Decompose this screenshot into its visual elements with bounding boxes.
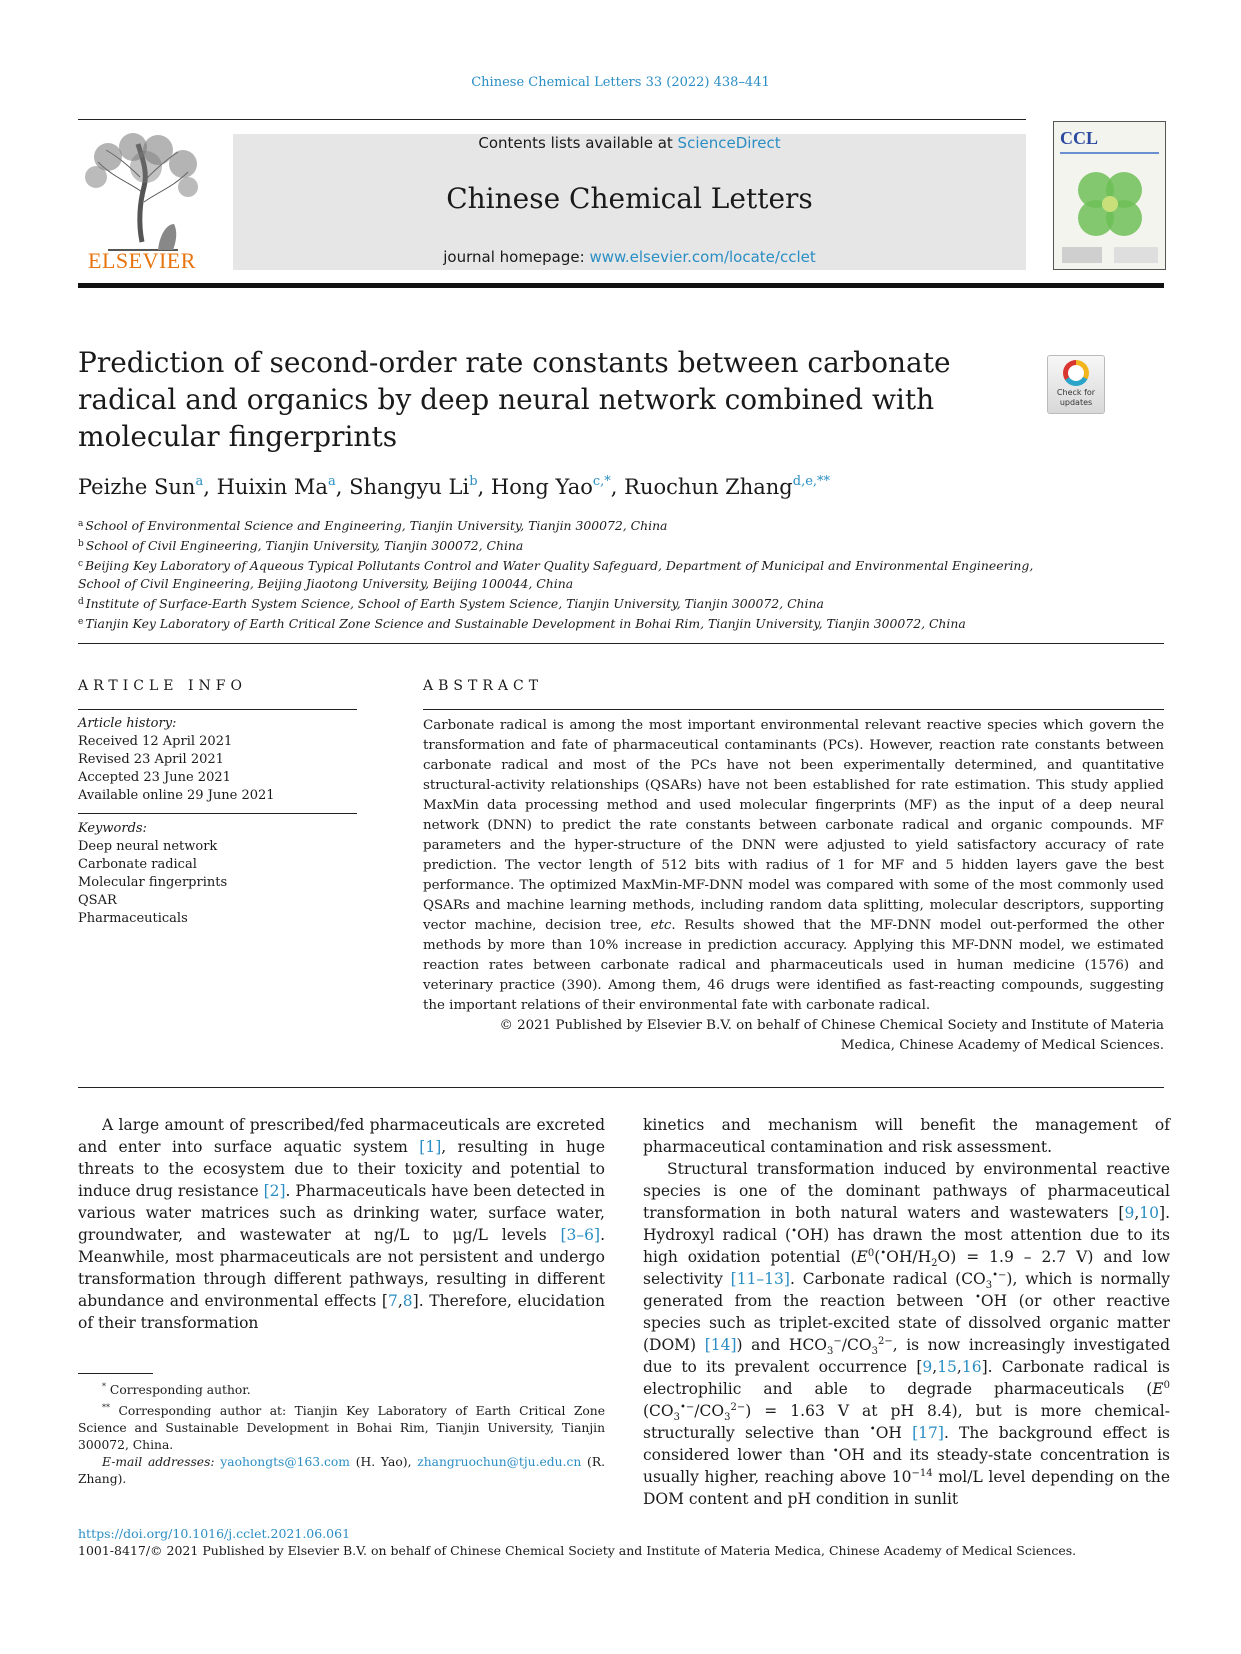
footnote-text: Corresponding author. — [106, 1383, 251, 1398]
reference-link[interactable]: [11–13] — [730, 1270, 790, 1288]
author-name: Huixin Ma — [216, 475, 328, 499]
abstract-etc: etc — [650, 918, 672, 933]
superscript: 0 — [867, 1247, 875, 1259]
article-info-heading: ARTICLE INFO — [78, 678, 247, 694]
reference-link[interactable]: 8 — [402, 1292, 413, 1310]
keyword-item: Carbonate radical — [78, 857, 197, 872]
affiliation-item — [78, 515, 1078, 535]
keyword-item: Pharmaceuticals — [78, 911, 188, 926]
body-text: OH/H — [886, 1248, 932, 1266]
subscript: 3 — [673, 1412, 680, 1424]
footnote-emails — [78, 1454, 605, 1488]
superscript: 2− — [877, 1335, 893, 1347]
history-item: Accepted 23 June 2021 — [78, 770, 231, 785]
journal-citation[interactable]: Chinese Chemical Letters 33 (2022) 438–441 — [471, 75, 770, 90]
elsevier-logo-text: ELSEVIER — [88, 248, 196, 273]
reference-link[interactable]: [14] — [704, 1336, 737, 1354]
contents-prefix: Contents lists available at — [478, 134, 678, 152]
radical-dot: • — [880, 1247, 887, 1259]
email-link[interactable]: yaohongts@163.com — [220, 1455, 350, 1470]
body-column-left — [78, 1114, 605, 1334]
radical-dot: • — [974, 1291, 981, 1303]
cover-clover-art — [1054, 122, 1165, 269]
potential-symbol: E — [1152, 1380, 1164, 1398]
author-affiliation-mark[interactable]: c,* — [592, 474, 611, 489]
affiliation-text: School of Civil Engineering, Tianjin University, Tianjin 300072, China — [85, 538, 524, 553]
article-history — [78, 715, 275, 805]
contents-line — [233, 134, 1026, 152]
body-text: , — [956, 1358, 962, 1376]
body-text: ) = 1.63 V at pH 8.4), but is more chemical-structurally selective than — [643, 1402, 1170, 1442]
journal-cover-image — [1053, 121, 1166, 270]
body-text: mol/L level depending on the DOM content and pH condition in sunlit — [643, 1468, 1171, 1508]
footnote-rule — [78, 1373, 153, 1374]
body-text: . Carbonate radical (CO — [789, 1270, 986, 1288]
radical-dot: • — [791, 1225, 798, 1237]
body-column-right — [643, 1114, 1170, 1510]
author-name: Ruochun Zhang — [624, 475, 793, 499]
body-text: . The background effect is considered lower than — [643, 1424, 1171, 1464]
abstract-rule — [423, 709, 1164, 710]
footnote-corresponding-2 — [78, 1399, 605, 1454]
affiliations-rule — [78, 643, 1164, 644]
keyword-list — [78, 820, 227, 928]
body-text: (CO — [643, 1402, 674, 1420]
reference-link[interactable]: [3–6] — [560, 1226, 601, 1244]
copyright-line: © 2021 Published by Elsevier B.V. on behalf of Chinese Chemical Society and Institute of Materia — [499, 1018, 1164, 1033]
sciencedirect-link[interactable]: ScienceDirect — [677, 134, 781, 152]
reference-link[interactable]: 9 — [922, 1358, 933, 1376]
footnote-mark: * — [102, 1382, 106, 1391]
keywords-label: Keywords: — [78, 821, 147, 836]
affiliation-mark: c — [78, 559, 84, 569]
reference-link[interactable]: [1] — [419, 1138, 442, 1156]
journal-banner — [233, 134, 1026, 270]
author-name: Hong Yao — [490, 475, 593, 499]
subscript: 3 — [827, 1346, 834, 1358]
body-text: , — [1134, 1204, 1140, 1222]
body-paragraph: kinetics and mechanism will benefit the management of pharmaceutical contamination and risk assessment. — [643, 1116, 1170, 1156]
affiliation-text: Beijing Key Laboratory of Aqueous Typical Pollutants Control and Water Quality Safeguard, Department of Municipal and Environmental Engineering, School of Civil Engineering, Beijing Jiaotong University, Beijing 100044, China — [78, 558, 1034, 591]
footnote-text: Corresponding author at: Tianjin Key Laboratory of Earth Critical Zone Science and Sustainable Development in Bohai Rim, Tianjin University, Tianjin 300072, China. — [78, 1404, 605, 1453]
body-text: OH) has drawn the most attention due to its high oxidation potential ( — [643, 1226, 1171, 1266]
reference-link[interactable]: 9 — [1124, 1204, 1135, 1222]
affiliation-mark: a — [78, 519, 84, 529]
author-affiliation-mark[interactable]: a — [195, 474, 204, 489]
keyword-item: Molecular fingerprints — [78, 875, 228, 890]
potential-symbol: E — [856, 1248, 868, 1266]
keyword-item: Deep neural network — [78, 839, 218, 854]
issn-copyright: 1001-8417/© 2021 Published by Elsevier B.V. on behalf of Chinese Chemical Society and Institute of Materia Medica, Chinese Academy of Medical Sciences. — [78, 1543, 1077, 1558]
affiliation-item — [78, 613, 1078, 633]
abstract-part: . Results showed that the MF-DNN model out-performed the other methods by more than 10% increase in prediction accuracy. Applying this MF-DNN model, we estimated reaction rates between carbonate radical and pharmaceuticals used in human medicine (1576) and veterinary practice (390). Among them, 46 drugs were identified as fast-reacting compounds, suggesting the important relations of their environmental fate with carbonate radical. — [423, 918, 1164, 1013]
affiliation-text: School of Environmental Science and Engineering, Tianjin University, Tianjin 300072, China — [85, 518, 668, 533]
journal-name: Chinese Chemical Letters — [446, 182, 813, 215]
abstract-bottom-rule — [78, 1087, 1164, 1088]
reference-link[interactable]: 10 — [1139, 1204, 1160, 1222]
footnote-mark: ** — [102, 1403, 110, 1413]
footnote-text: (H. Yao), — [349, 1455, 418, 1470]
abstract-heading: ABSTRACT — [423, 678, 544, 694]
superscript: •− — [992, 1269, 1007, 1281]
affiliation-text: Tianjin Key Laboratory of Earth Critical Zone Science and Sustainable Development in Bohai Rim, Tianjin University, Tianjin 300072, China — [85, 616, 966, 631]
body-text: , resulting in huge threats to the ecosystem due to their toxicity and potential to induce drug resistance — [78, 1138, 605, 1200]
affiliation-mark: e — [78, 617, 84, 627]
affiliation-mark: b — [78, 539, 84, 549]
abstract-part: Carbonate radical is among the most important environmental relevant reactive species which govern the transformation and fate of pharmaceutical contaminants (PCs). However, reaction rate constants between carbonate radical and most of the PCs have not been experimentally determined, and quantitative structural-activity relationships (QSARs) have not been established for rate estimation. This study applied MaxMin data processing method and used molecular fingerprints (MF) as the input of a deep neural network (DNN) to predict the rate constants between carbonate radical and organic compounds. MF parameters and the hyper-structure of the DNN were adjusted to yield satisfactory accuracy of rate prediction. The vector length of 512 bits with radius of 1 for MF and 5 hidden layers gave the best performance. The optimized MaxMin-MF-DNN model was compared with some of the most commonly used QSARs and machine learning methods, including random data splitting, molecular descriptors, supporting vector machine, decision tree, — [423, 718, 1164, 933]
article-info-rule — [78, 709, 357, 710]
keywords-rule — [78, 813, 357, 814]
body-text: , is now increasingly investigated due to its prevalent occurrence [ — [643, 1336, 1170, 1376]
body-text: , — [397, 1292, 403, 1310]
abstract-text — [423, 716, 1164, 1016]
body-text: Structural transformation induced by environmental reactive species is one of the dominant pathways of pharmaceutical transformation in both natural waters and wastewaters [ — [643, 1160, 1170, 1222]
affiliation-item — [78, 535, 1078, 555]
body-text: OH (or other reactive species such as triplet-excited state of dissolved organic matter (DOM) — [643, 1292, 1171, 1354]
homepage-prefix: journal homepage: — [443, 248, 590, 266]
body-text: /CO — [694, 1402, 725, 1420]
author-name: Peizhe Sun — [78, 475, 196, 499]
superscript: − — [833, 1335, 842, 1347]
header-rule-top — [78, 119, 1026, 120]
email-label: E-mail addresses: — [102, 1455, 221, 1470]
body-text: . Pharmaceuticals have been detected in various water matrices such as drinking water, surface water, groundwater, and wastewater at ng/L to μg/L levels — [78, 1182, 605, 1244]
history-item: Revised 23 April 2021 — [78, 752, 224, 767]
check-for-updates-button[interactable] — [1047, 355, 1105, 414]
superscript: •− — [680, 1401, 695, 1413]
body-text: ), which is normally generated from the reaction between — [643, 1270, 1170, 1310]
homepage-link[interactable]: www.elsevier.com/locate/cclet — [589, 248, 816, 266]
body-paragraph: Structural transformation induced by environmental reactive species is one of the dominant pathways of pharmaceutical transformation in both natural waters and wastewaters [9,10]. Hydroxyl radical (•OH) has drawn the most attention due to its high oxidation potential ($E^0(^•OH/H_2O) = 1.9 - 2.7$ V) and low selectivity [11–13]. Carbonate radical $(CO_3^{•-})$, which is normally generated from the reaction between •OH (or other reactive species such as triplet-excited state of dissolved organic matter (DOM) [14]) and $HCO_3^-/CO_3^{2-}$, is now increasingly investigated due to its prevalent occurrence [9,15,16]. Carbonate radical is electrophilic and able to degrade pharmaceuticals ($E^0$ $(CO_3^{•-}/CO_3^{2-}) = 1.63$ V at pH 8.4), but is more chemical-structurally selective than •OH [17]. The background effect is considered lower than •OH and its steady-state concentration is usually higher, reaching above $10^{-14}$ mol/L level depending on the DOM content and pH condition in sunlit — [643, 1160, 1171, 1508]
body-text: O) = 1.9 – 2.7 V) and low selectivity — [643, 1248, 1170, 1288]
affiliation-list — [78, 515, 1078, 633]
article-title: Prediction of second-order rate constants between carbonate radical and organics by deep neural network combined with molecular fingerprints — [78, 346, 951, 453]
author-affiliation-mark[interactable]: b — [469, 474, 478, 489]
footnote-text: (R. Zhang). — [78, 1455, 606, 1487]
reference-link[interactable]: 16 — [961, 1358, 982, 1376]
body-text: . Meanwhile, most pharmaceuticals are not persistent and undergo transformation through different pathways, resulting in different abundance and environmental effects [ — [78, 1226, 605, 1310]
homepage-line — [233, 248, 1026, 266]
body-text: OH — [875, 1424, 913, 1442]
reference-link[interactable]: 15 — [937, 1358, 957, 1376]
body-text: ]. Hydroxyl radical ( — [643, 1204, 1170, 1244]
reference-link[interactable]: [17] — [912, 1424, 944, 1442]
footnote-corresponding-1 — [78, 1378, 605, 1399]
affiliation-item — [78, 555, 1078, 593]
doi-link[interactable]: https://doi.org/10.1016/j.cclet.2021.06.061 — [78, 1526, 351, 1541]
reference-link[interactable]: 7 — [387, 1292, 398, 1310]
body-text: /CO — [841, 1336, 872, 1354]
keyword-item: QSAR — [78, 893, 117, 908]
body-text: ]. Therefore, elucidation of their transformation — [78, 1292, 605, 1332]
crossmark-icon — [1063, 360, 1089, 386]
history-item: Available online 29 June 2021 — [78, 788, 275, 803]
copyright-line: Medica, Chinese Academy of Medical Sciences. — [840, 1038, 1164, 1053]
radical-dot: • — [869, 1423, 876, 1435]
affiliation-mark: d — [78, 597, 84, 607]
footnotes — [78, 1378, 605, 1488]
superscript: −14 — [911, 1467, 933, 1479]
abstract-copyright — [423, 1016, 1164, 1056]
reference-link[interactable]: [2] — [263, 1182, 286, 1200]
body-paragraph — [78, 1114, 605, 1334]
body-text: OH and its steady-state concentration is usually higher, reaching above 10 — [643, 1446, 1170, 1486]
history-label: Article history: — [78, 716, 177, 731]
header-rule-bottom — [78, 283, 1164, 288]
body-text: ) and HCO — [736, 1336, 828, 1354]
radical-dot: • — [832, 1445, 839, 1457]
author-affiliation-mark[interactable]: d,e,** — [792, 474, 831, 489]
author-affiliation-mark[interactable]: a — [327, 474, 336, 489]
superscript: 2− — [730, 1401, 746, 1413]
cover-ccl-text: CCL — [1060, 128, 1099, 148]
email-link[interactable]: zhangruochun@tju.edu.cn — [417, 1455, 582, 1470]
subscript: 3 — [985, 1280, 993, 1292]
superscript: 0 — [1163, 1379, 1170, 1391]
body-text: , — [932, 1358, 938, 1376]
affiliation-item — [78, 593, 1078, 613]
body-text: A large amount of prescribed/fed pharmaceuticals are excreted and enter into surface aquatic system — [78, 1116, 605, 1156]
subscript: 3 — [724, 1412, 731, 1424]
check-for-updates-label: Check for updates — [1056, 388, 1096, 407]
body-text: ]. Carbonate radical is electrophilic and able to degrade pharmaceuticals ( — [643, 1358, 1170, 1398]
history-item: Received 12 April 2021 — [78, 734, 233, 749]
author-list: Peizhe Sun$^a$, Huixin Ma$^a$, Shangyu Li$^b$, Hong Yao$^{c,*}$, Ruochun Zhang$^{d,e,**}$ — [78, 474, 831, 499]
author-name: Shangyu Li — [349, 475, 470, 499]
subscript: 3 — [871, 1346, 878, 1358]
subscript: 2 — [931, 1258, 938, 1270]
affiliation-text: Institute of Surface-Earth System Science, School of Earth System Science, Tianjin University, Tianjin 300072, China — [85, 596, 824, 611]
